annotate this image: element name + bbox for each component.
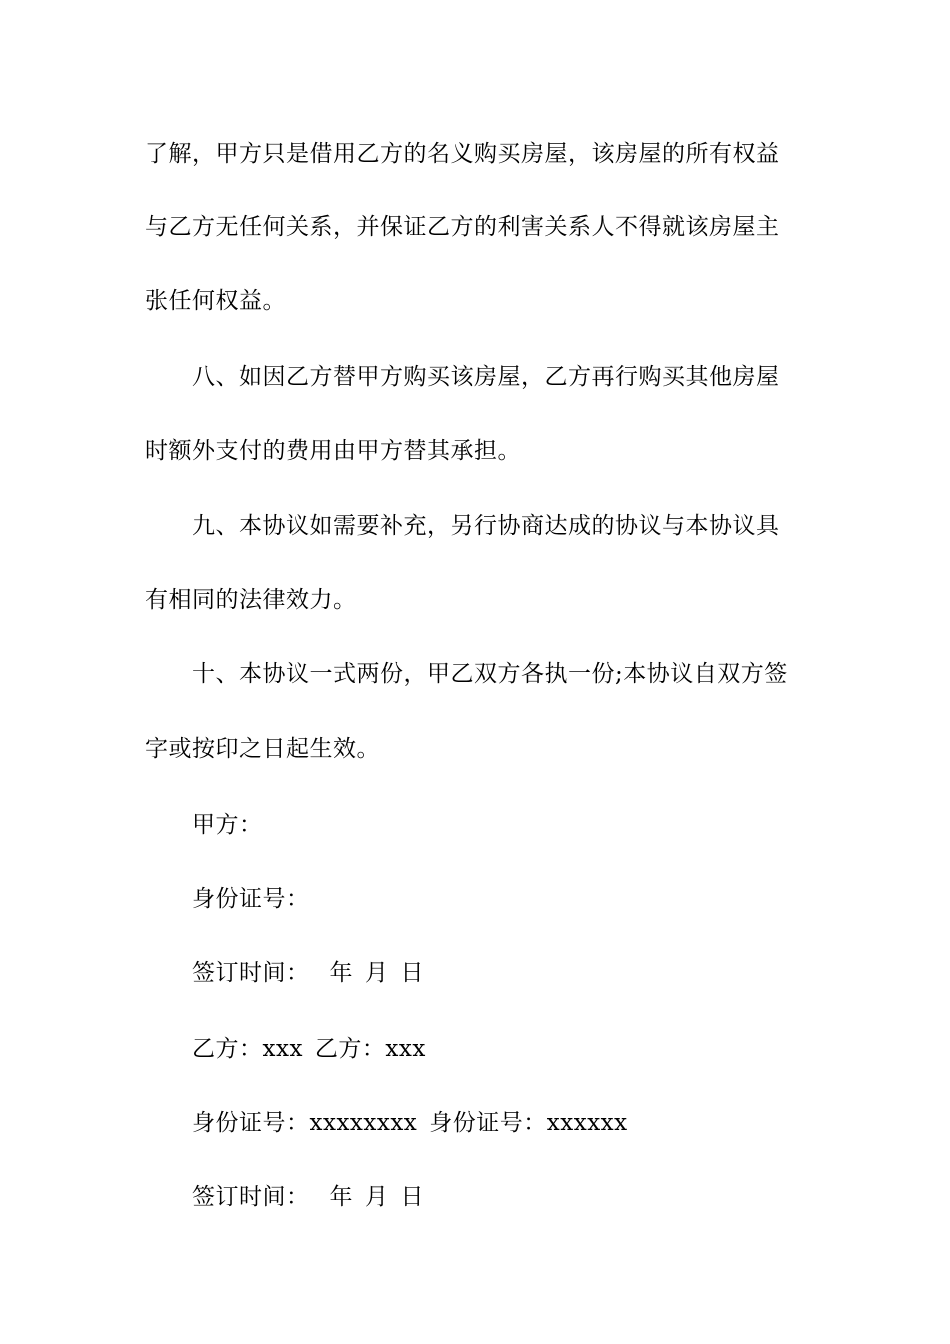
party-a-month: 月 (365, 960, 389, 986)
party-b-value-1: xxx (262, 1036, 303, 1062)
party-b-value-2: xxx (385, 1036, 426, 1062)
party-a-date-label: 签订时间： (192, 960, 310, 986)
party-b-label-1: 乙方： (192, 1036, 263, 1062)
party-a-day: 日 (400, 960, 424, 986)
paragraph-8-line-1: 八、如因乙方替甲方购买该房屋，乙方再行购买其他房屋 (192, 364, 780, 390)
paragraph-7-line-3: 张任何权益。 (145, 288, 286, 314)
paragraph-10-line-2: 字或按印之日起生效。 (145, 736, 380, 762)
party-a-label: 甲方： (192, 812, 263, 838)
paragraph-8-line-2: 时额外支付的费用由甲方替其承担。 (145, 438, 521, 464)
party-a-id-label: 身份证号： (192, 886, 310, 912)
party-b-year: 年 (329, 1184, 353, 1210)
party-b-line (192, 1034, 426, 1064)
paragraph-10-line-1: 十、本协议一式两份，甲乙双方各执一份;本协议自双方签 (192, 661, 788, 687)
party-b-id-label-1: 身份证号： (192, 1110, 310, 1136)
party-b-date-label: 签订时间： (192, 1184, 310, 1210)
party-b-id-value-1: xxxxxxxx (309, 1110, 418, 1136)
party-b-id-value-2: xxxxxx (546, 1110, 628, 1136)
party-a-year: 年 (329, 960, 353, 986)
party-b-label-2: 乙方： (314, 1036, 386, 1062)
party-b-day: 日 (400, 1184, 424, 1210)
party-b-date-line (192, 1182, 424, 1212)
party-b-id-line (192, 1108, 628, 1138)
party-b-month: 月 (365, 1184, 389, 1210)
paragraph-7-line-2: 与乙方无任何关系，并保证乙方的利害关系人不得就该房屋主 (145, 214, 780, 240)
party-a-date-line (192, 958, 424, 988)
paragraph-9-line-1: 九、本协议如需要补充，另行协商达成的协议与本协议具 (192, 513, 780, 539)
paragraph-7-line-1: 了解，甲方只是借用乙方的名义购买房屋，该房屋的所有权益 (145, 141, 780, 167)
paragraph-9-line-2: 有相同的法律效力。 (145, 587, 357, 613)
party-b-id-label-2: 身份证号： (429, 1110, 547, 1136)
